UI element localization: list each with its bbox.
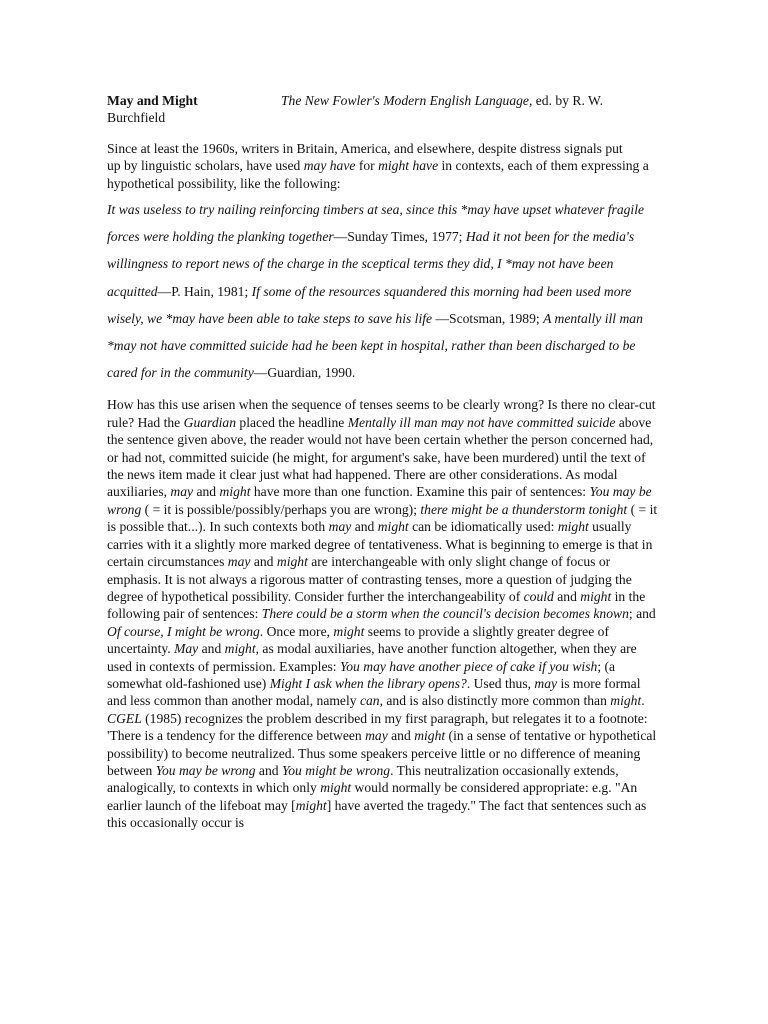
intro-paragraph (107, 140, 659, 192)
text-run: —Scotsman, 1989; (432, 310, 544, 326)
italic-text: Mentally ill man may not have committed suicide (347, 414, 616, 430)
text-run: in contexts, each of them expressing a hypothetical possibility, like the following: (107, 158, 649, 191)
text-run: . (641, 693, 645, 709)
italic-text: may (534, 675, 558, 691)
text-run: placed the headline (236, 414, 348, 430)
book-editor: , ed. by R. W. (528, 93, 603, 108)
text-run: (in a sense of tentative or hypothetical possibility) to become neutralized. Thus some speakers perceive little or no difference of meaning between (107, 728, 657, 778)
italic-text: Had it not been for the media's willingness to report news of the charge in the sceptical terms they did, I *may not have been acquitted (107, 229, 635, 299)
italic-text: might (224, 641, 256, 657)
italic-text: May (174, 641, 199, 657)
italic-text: might (580, 588, 612, 604)
italic-text: might have (378, 158, 439, 174)
text-run: and (255, 762, 282, 778)
text-run: . Once more, (259, 623, 334, 639)
italic-text: could (523, 588, 554, 604)
italic-text: might (219, 484, 251, 500)
text-run: up by linguistic scholars, have used (107, 158, 304, 174)
text-run: would normally be considered appropriate: e.g. "An earlier launch of the lifeboat may [ (107, 780, 638, 813)
italic-text: Of course, I might be wrong (107, 623, 260, 639)
italic-text: A mentally ill man *may not have committed suicide had he been kept in hospital, rather than been discharged to be cared for in the community (107, 310, 643, 381)
text-run: , as modal auxiliaries, have another function altogether, when they are used in contexts of permission. Examples: (107, 641, 637, 674)
text-run: ; and (628, 606, 656, 622)
italic-text: might (276, 554, 308, 570)
text-run: ; (a somewhat old-fashioned use) (107, 658, 616, 691)
italic-text: You may have another piece of cake if you wish (339, 658, 598, 674)
book-title: The New Fowler's Modern English Language (281, 93, 529, 108)
italic-text: You may be wrong (107, 484, 652, 517)
italic-text: Might I ask when the library opens? (269, 675, 467, 691)
italic-text: If some of the resources squandered this morning had been used more wisely, we *may have been able to take steps to save his life (107, 283, 632, 326)
italic-text: may (365, 728, 388, 744)
text-run: —Guardian, 1990. (253, 365, 356, 381)
text-run: is more formal and less common than another modal, namely (107, 675, 641, 709)
text-run: Since at least the 1960s, writers in Britain, America, and elsewhere, despite distress signals put (107, 140, 623, 156)
italic-text: You might be wrong (281, 762, 391, 778)
text-run: in the following pair of sentences: (107, 588, 646, 622)
text-run: . Used thus, (466, 675, 535, 691)
text-run: can be idiomatically used: (408, 519, 558, 535)
entry-heading (107, 92, 659, 109)
italic-text: there might be a thunderstorm tonight (420, 501, 628, 517)
italic-text: Guardian (183, 414, 236, 430)
text-run: and (198, 641, 225, 657)
italic-text: You may be wrong (155, 762, 256, 778)
text-run: ( = it is possible that...). In such contexts both (107, 501, 658, 535)
italic-text: might (377, 519, 409, 535)
text-run: , and is also distinctly more common than (379, 693, 611, 709)
italic-text: There could be a storm when the council's decision becomes known (261, 606, 629, 622)
text-run: have more than one function. Examine this pair of sentences: (250, 484, 590, 500)
text-run: ] have averted the tragedy." The fact that sentences such as this occasionally occur is (107, 797, 647, 831)
italic-text: CGEL (107, 710, 142, 726)
italic-text: might (295, 797, 327, 813)
italic-text: might (557, 519, 589, 535)
italic-text: It was useless to try nailing reinforcing timbers at sea, since this *may have upset whatever fragile forces were holding the planking together (107, 202, 645, 245)
text-run: seems to provide a slightly greater degree of uncertainty. (107, 623, 609, 657)
italic-text: may have (303, 158, 356, 174)
body-paragraph (107, 396, 659, 831)
text-run: and (553, 588, 581, 604)
book-editor-continued: Burchfield (107, 110, 166, 126)
text-run: and (250, 554, 277, 570)
example-quotations (107, 196, 659, 386)
text-run: —Sunday Times, 1977; (333, 229, 466, 245)
text-run: usually carries with it a slightly more marked degree of tentativeness. What is beginning to emerge is that in certain circumstances (107, 519, 653, 570)
italic-text: may (227, 554, 251, 570)
text-run: ( = it is possible/possibly/perhaps you are wrong); (141, 501, 421, 517)
italic-text: might (610, 693, 642, 709)
entry-title: May and Might (107, 93, 198, 108)
italic-text: might (414, 728, 446, 744)
text-run: and (387, 728, 415, 744)
text-run: How has this use arisen when the sequence of tenses seems to be clearly wrong? Is there no clear-cut rule? Had the (107, 397, 656, 430)
text-run: above the sentence given above, the reader would not have been certain whether the person concerned had, or had not, committed suicide (he might, for argument's sake, have been murdered) until the text of the news item made it clear just what had happened. There are other considerations. As modal auxiliaries, (107, 414, 654, 500)
italic-text: might (333, 623, 365, 639)
italic-text: might (320, 780, 352, 796)
italic-text: can (359, 693, 380, 709)
document-page (107, 92, 659, 832)
text-run: are interchangeable with only slight change of focus or emphasis. It is not always a rigorous matter of contrasting tenses, more a question of judging the degree of hypothetical possibility. Consider further the interchangeability of (107, 554, 632, 604)
text-run: —P. Hain, 1981; (157, 283, 252, 299)
text-run: and (193, 484, 220, 500)
text-run: for (355, 158, 379, 174)
italic-text: may (328, 519, 352, 535)
text-run: . This neutralization occasionally extends, analogically, to contexts in which only (107, 762, 619, 796)
text-run: (1985) recognizes the problem described in my first paragraph, but relegates it to a footnote: 'There is a tendency for the difference between (107, 710, 648, 744)
source-citation (281, 92, 603, 109)
italic-text: may (170, 484, 194, 500)
text-run: and (351, 519, 378, 535)
